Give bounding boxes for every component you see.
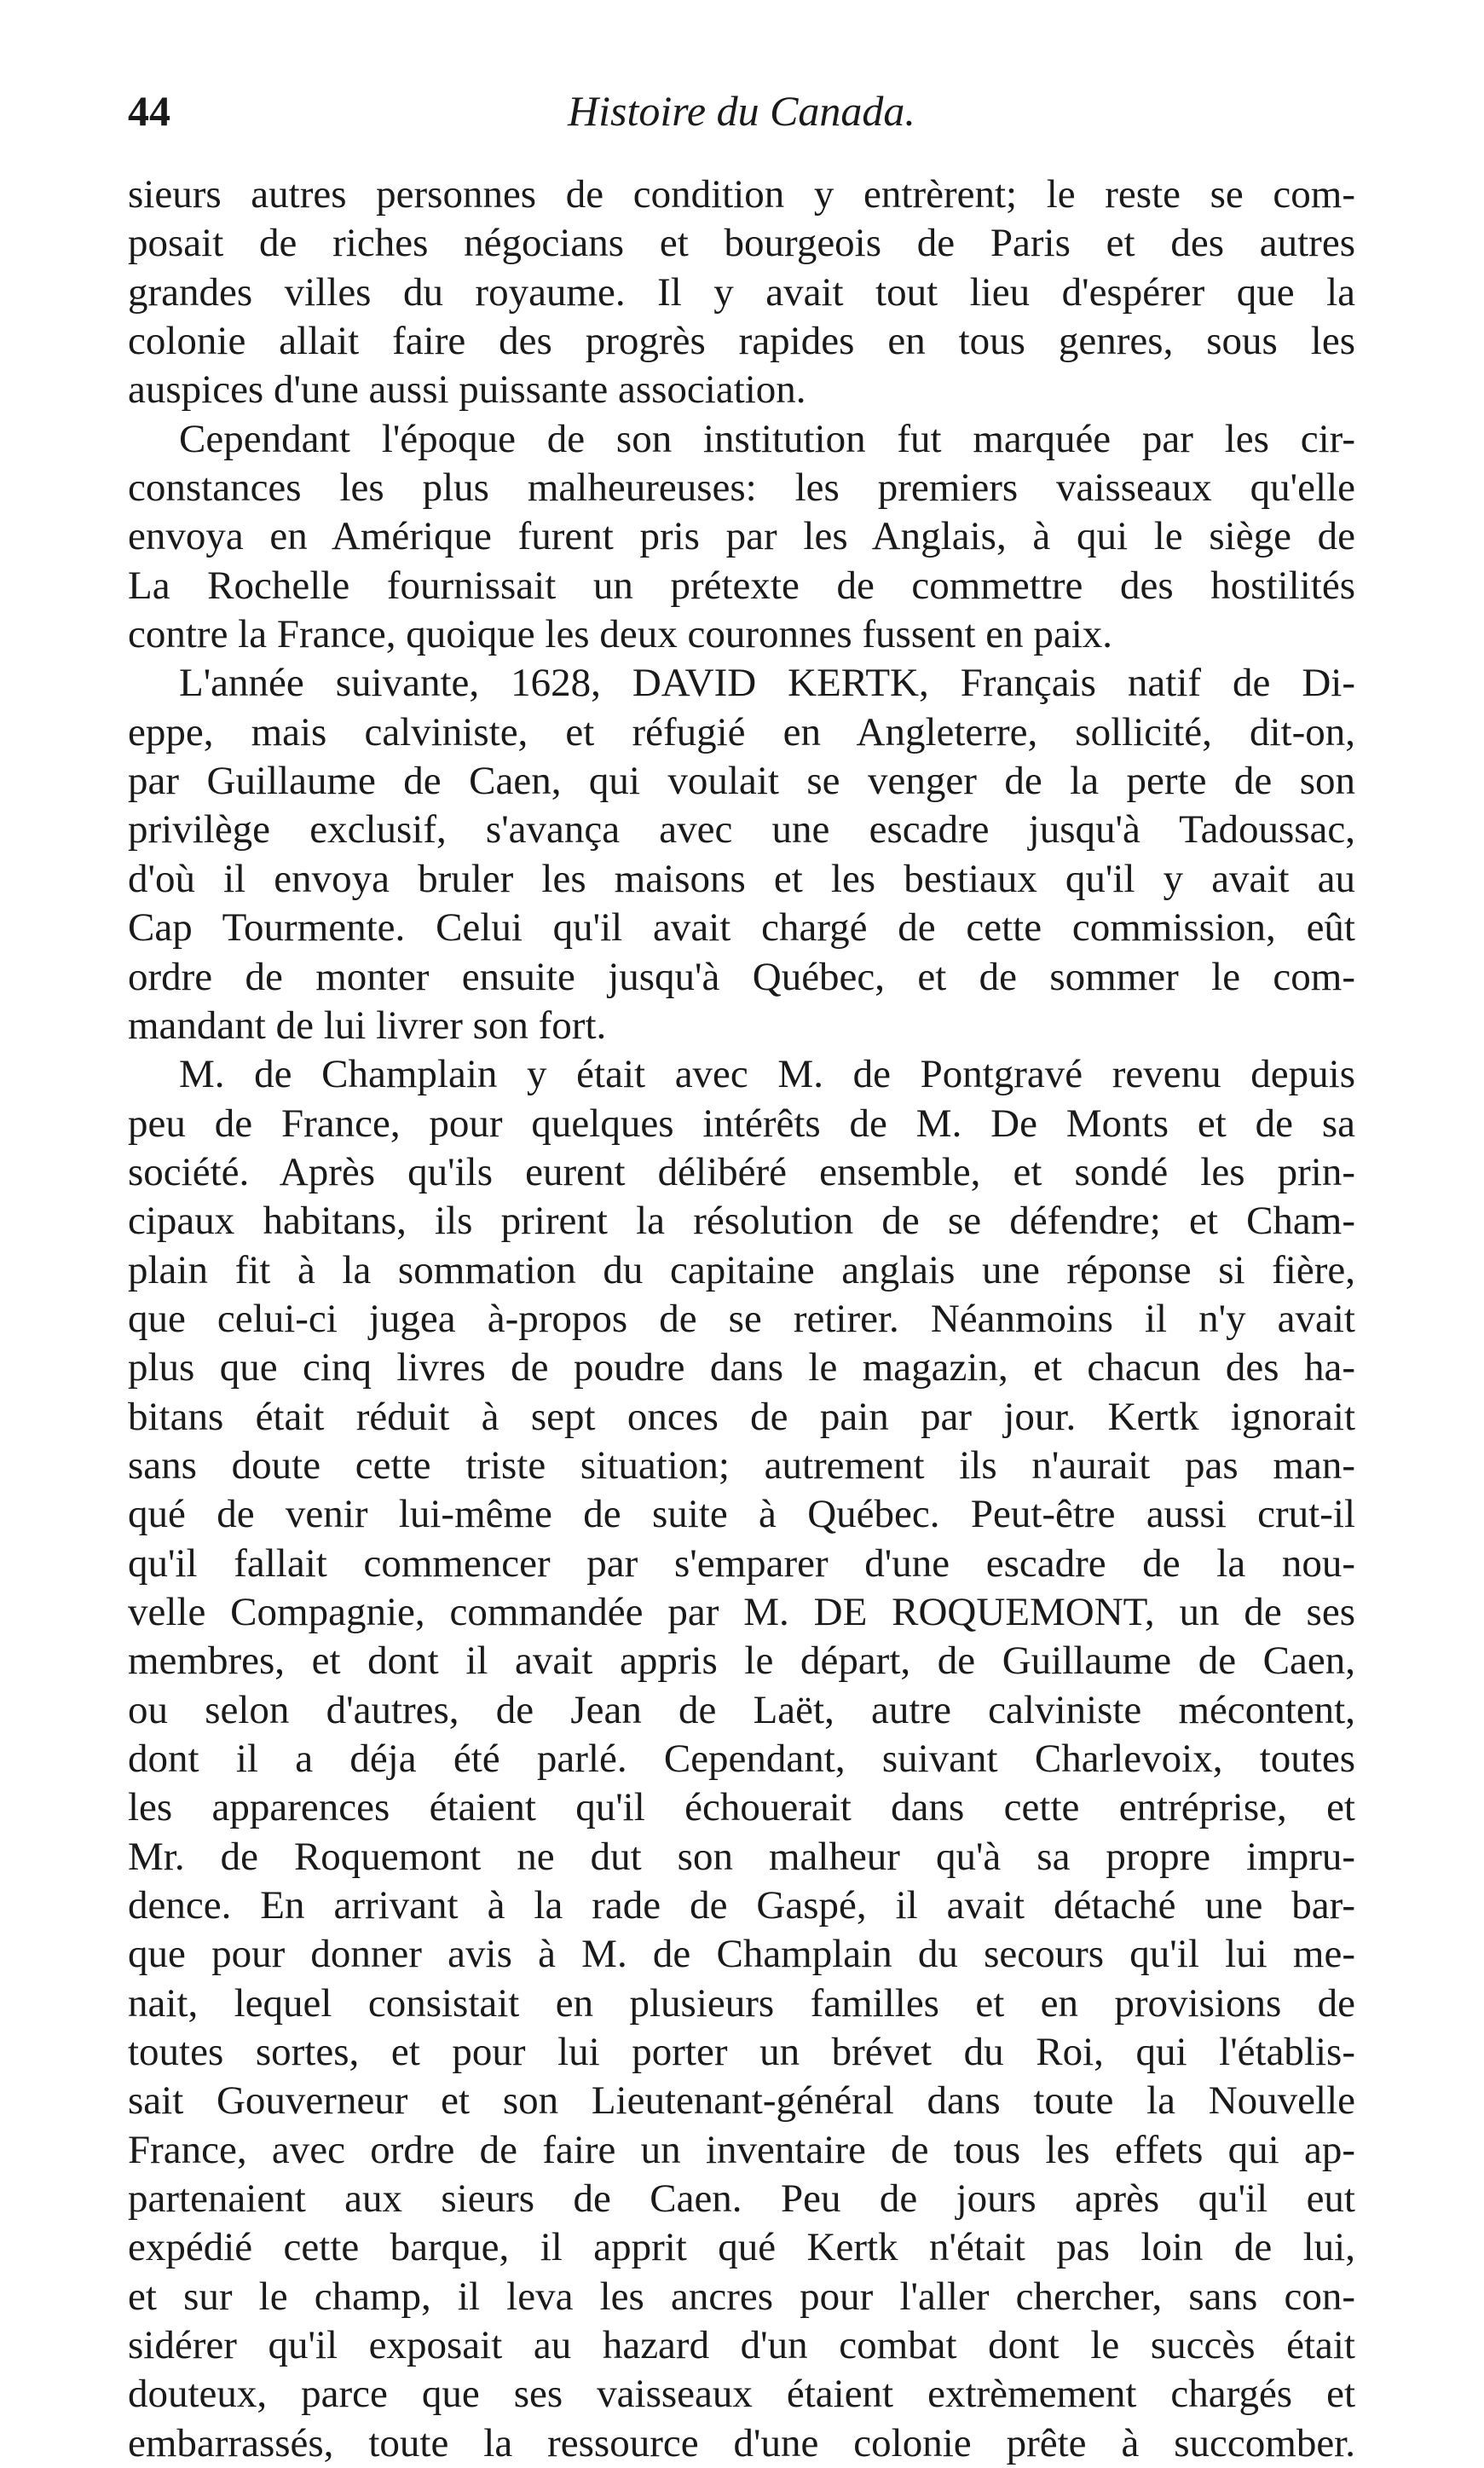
- text-line: par Guillaume de Caen, qui voulait se venger de la perte de son: [128, 759, 1355, 804]
- text-line: grandes villes du royaume. Il y avait tout lieu d'espérer que la: [128, 269, 1355, 315]
- text-line: privilège exclusif, s'avança avec une escadre jusqu'à Tadoussac,: [128, 807, 1355, 853]
- text-line: plus que cinq livres de poudre dans le magazin, et chacun des ha-: [128, 1345, 1355, 1390]
- text-line: que celui-ci jugea à-propos de se retirer. Néanmoins il n'y avait: [128, 1296, 1355, 1341]
- text-line: sans doute cette triste situation; autrement ils n'aurait pas man-: [128, 1442, 1355, 1488]
- text-line: d'où il envoya bruler les maisons et les bestiaux qu'il y avait au: [128, 856, 1355, 901]
- text-line: dont il a déja été parlé. Cependant, suivant Charlevoix, toutes: [128, 1737, 1355, 1781]
- running-head: [128, 81, 1355, 141]
- text-line: toutes sortes, et pour lui porter un brévet du Roi, qui l'établis-: [128, 2030, 1355, 2075]
- text-line: auspices d'une aussi puissante association.: [128, 367, 806, 413]
- text-line: embarrassés, toute la ressource d'une colonie prête à succomber.: [128, 2420, 1355, 2465]
- text-line: mandant de lui livrer son fort.: [128, 1003, 607, 1048]
- text-line: société. Après qu'ils eurent délibéré ensemble, et sondé les prin-: [128, 1149, 1355, 1194]
- text-line: sieurs autres personnes de condition y entrèrent; le reste se com-: [128, 172, 1355, 217]
- text-line: ordre de monter ensuite jusqu'à Québec, et de sommer le com-: [128, 954, 1355, 999]
- text-line: contre la France, quoique les deux couronnes fussent en paix.: [128, 612, 1113, 657]
- text-line: Cependant l'époque de son institution fut marquée par les cir-: [179, 416, 1355, 461]
- text-line: La Rochelle fournissait un prétexte de commettre des hostilités: [128, 563, 1355, 608]
- text-line: M. de Champlain y était avec M. de Pontgravé revenu depuis: [179, 1052, 1355, 1097]
- text-line: dence. En arrivant à la rade de Gaspé, il avait détaché une bar-: [128, 1883, 1355, 1928]
- text-line: et sur le champ, il leva les ancres pour l'aller chercher, sans con-: [128, 2274, 1355, 2319]
- text-line: membres, et dont il avait appris le départ, de Guillaume de Caen,: [128, 1639, 1355, 1684]
- text-line: ou selon d'autres, de Jean de Laët, autre calviniste mécontent,: [128, 1687, 1355, 1732]
- text-line: peu de France, pour quelques intérêts de M. De Monts et de sa: [128, 1101, 1355, 1146]
- text-line: douteux, parce que ses vaisseaux étaient extrèmement chargés et: [128, 2372, 1355, 2417]
- text-line: Mr. de Roquemont ne dut son malheur qu'à sa propre impru-: [128, 1834, 1355, 1879]
- text-line: les apparences étaient qu'il échouerait dans cette entréprise, et: [128, 1785, 1355, 1830]
- text-line: nait, lequel consistait en plusieurs familles et en provisions de: [128, 1980, 1355, 2026]
- text-line: que pour donner avis à M. de Champlain du secours qu'il lui me-: [128, 1932, 1355, 1977]
- page-number: 44: [128, 87, 170, 135]
- text-line: qué de venir lui-même de suite à Québec. Peut-être aussi crut-il: [128, 1492, 1355, 1537]
- text-line: France, avec ordre de faire un inventaire de tous les effets qui ap-: [128, 2127, 1355, 2172]
- text-line: Cap Tourmente. Celui qu'il avait chargé de cette commission, eût: [128, 905, 1355, 951]
- text-line: sait Gouverneur et son Lieutenant-général dans toute la Nouvelle: [128, 2078, 1355, 2124]
- text-line: sidérer qu'il exposait au hazard d'un combat dont le succès était: [128, 2323, 1355, 2368]
- body-text: [128, 171, 1355, 2468]
- text-line: qu'il fallait commencer par s'emparer d'une escadre de la nou-: [128, 1540, 1355, 1586]
- text-line: partenaient aux sieurs de Caen. Peu de jours après qu'il eut: [128, 2176, 1355, 2222]
- text-line: velle Compagnie, commandée par M. DE ROQUEMONT, un de ses: [128, 1589, 1355, 1634]
- text-line: colonie allait faire des progrès rapides en tous genres, sous les: [128, 319, 1355, 364]
- text-line: constances les plus malheureuses: les premiers vaisseaux qu'elle: [128, 465, 1355, 511]
- text-line: L'année suivante, 1628, DAVID KERTK, Français natif de Di-: [179, 661, 1355, 706]
- text-line: cipaux habitans, ils prirent la résolution de se défendre; et Cham-: [128, 1199, 1355, 1244]
- running-title: Histoire du Canada.: [568, 87, 915, 135]
- text-line: posait de riches négocians et bourgeois de Paris et des autres: [128, 221, 1355, 266]
- text-line: expédié cette barque, il apprit qué Kertk n'était pas loin de lui,: [128, 2225, 1355, 2270]
- text-line: plain fit à la sommation du capitaine anglais une réponse si fière,: [128, 1247, 1355, 1292]
- text-line: eppe, mais calviniste, et réfugié en Angleterre, sollicité, dit-on,: [128, 709, 1355, 754]
- text-line: envoya en Amérique furent pris par les Anglais, à qui le siège de: [128, 514, 1355, 559]
- text-line: bitans était réduit à sept onces de pain par jour. Kertk ignorait: [128, 1394, 1355, 1439]
